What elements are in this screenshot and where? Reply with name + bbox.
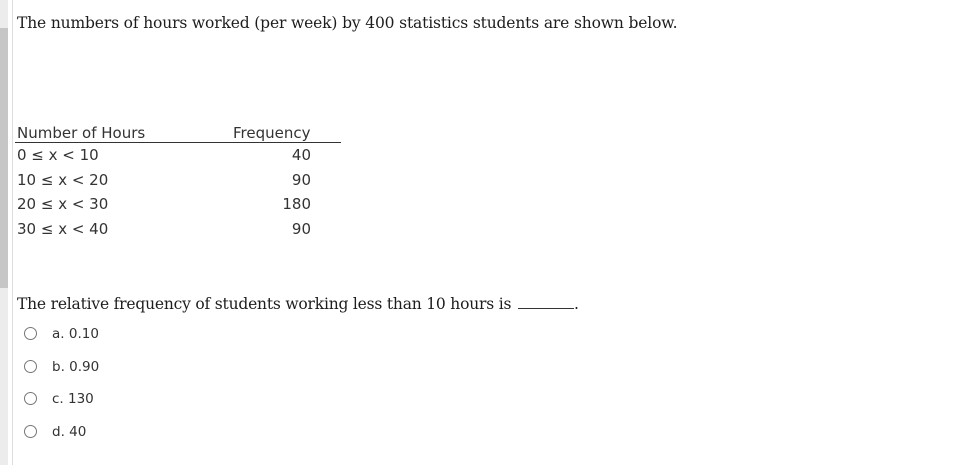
hours-cell: 30 ≤ x < 40 xyxy=(17,219,109,238)
table-row xyxy=(15,217,341,242)
question-prompt-text: The relative frequency of students working less than 10 hours is xyxy=(17,295,512,313)
option-b[interactable] xyxy=(24,358,99,391)
option-label[interactable]: b. 0.90 xyxy=(52,358,100,375)
radio-button[interactable] xyxy=(24,327,37,340)
hours-cell: 10 ≤ x < 20 xyxy=(17,170,109,189)
frequency-cell: 40 xyxy=(291,146,311,165)
frequency-cell: 90 xyxy=(291,219,311,238)
option-label[interactable]: d. 40 xyxy=(52,423,87,440)
table-row xyxy=(15,143,341,168)
question-prompt-end: . xyxy=(573,295,579,313)
table-row xyxy=(15,168,341,193)
table-header-row xyxy=(15,119,341,143)
option-label[interactable]: a. 0.10 xyxy=(52,326,99,342)
radio-button[interactable] xyxy=(24,425,37,438)
option-c[interactable] xyxy=(24,390,99,423)
column-header-hours: Number of Hours xyxy=(15,119,222,143)
left-scroll-thumb[interactable] xyxy=(0,28,8,288)
column-header-frequency: Frequency xyxy=(222,119,341,143)
option-a[interactable] xyxy=(24,325,99,358)
option-label[interactable]: c. 130 xyxy=(52,391,94,407)
frequency-table xyxy=(15,119,341,241)
answer-blank xyxy=(518,293,574,309)
content-border xyxy=(12,0,13,465)
frequency-cell: 180 xyxy=(282,195,311,214)
table-row xyxy=(15,192,341,217)
hours-cell: 0 ≤ x < 10 xyxy=(17,146,99,165)
hours-cell: 20 ≤ x < 30 xyxy=(17,195,109,214)
frequency-cell: 90 xyxy=(291,170,311,189)
question-intro: The numbers of hours worked (per week) by 400 statistics students are shown below. xyxy=(17,14,678,32)
radio-button[interactable] xyxy=(24,392,37,405)
radio-button[interactable] xyxy=(24,360,37,373)
answer-options xyxy=(24,325,99,455)
question-prompt xyxy=(17,293,579,313)
option-d[interactable] xyxy=(24,423,99,456)
